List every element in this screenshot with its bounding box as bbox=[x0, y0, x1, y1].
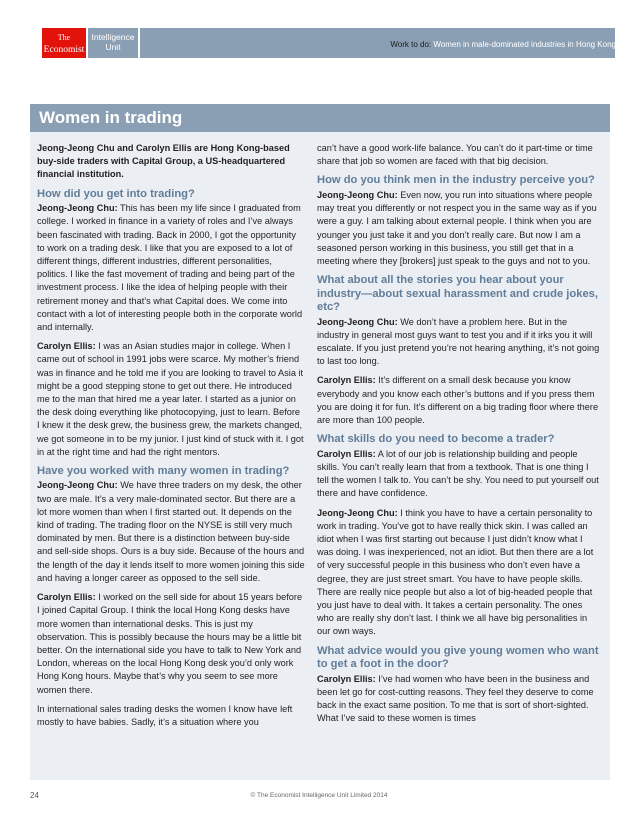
economist-logo bbox=[42, 28, 86, 58]
speaker-name: Jeong-Jeong Chu: bbox=[317, 189, 398, 200]
answer-paragraph bbox=[317, 316, 601, 369]
answer-text: In international sales trading desks the women I know have left mostly to have babies. Sadly, it’s a situation where you bbox=[37, 703, 293, 727]
answer-paragraph bbox=[37, 703, 305, 729]
answer-text: I’ve had women who have been in the business and been let go for cost-cutting reasons. They feel they deserve to come back in the exact same position. To me that is sort of short-sighted. What I’ve said to these women is times bbox=[317, 673, 594, 724]
article-column-right bbox=[317, 142, 601, 731]
answer-paragraph bbox=[317, 189, 601, 268]
speaker-name: Carolyn Ellis: bbox=[37, 341, 96, 352]
speaker-name: Carolyn Ellis: bbox=[317, 448, 376, 459]
question-heading: What skills do you need to become a trader? bbox=[317, 433, 555, 446]
question-heading: What advice would you give young women who want to get a foot in the door? bbox=[317, 644, 599, 671]
answer-paragraph bbox=[317, 673, 601, 726]
eiu-line-1: Intelligence bbox=[91, 32, 135, 42]
answer-paragraph bbox=[37, 340, 305, 459]
answer-paragraph bbox=[317, 142, 601, 168]
answer-paragraph bbox=[317, 374, 601, 427]
article-column-left bbox=[37, 142, 305, 735]
answer-text: We don’t have a problem here. But in the industry in general most guys want to test you and if it irks you it will escalate. If you just pretend you’re not hearing anything, it’s not going to last too long. bbox=[317, 316, 600, 367]
answer-text: This has been my life since I graduated from college. I worked in finance in a variety of roles and I’ve always been fascinated with trading. Back in 2000, I got the opportunity to work on a trading desk. I like that you are exposed to a lot of different things, different industries, different personalities, politics. I like the fast movement of trading and being part of the investment process. I like the idea of helping people with their retirement money and that’s what Capital does. We come into contact with a lot of interesting people both in the corporate world and internally. bbox=[37, 203, 303, 332]
logo-line-2: Economist bbox=[43, 45, 85, 55]
speaker-name: Jeong-Jeong Chu: bbox=[37, 480, 118, 491]
intro-paragraph bbox=[37, 142, 305, 182]
article-title-bar bbox=[30, 104, 610, 132]
eiu-logo bbox=[88, 28, 138, 58]
eiu-line-2: Unit bbox=[105, 42, 121, 52]
answer-text: I worked on the sell side for about 15 years before I joined Capital Group. I think the local Hong Kong desks have more women than international desks. This is just my observation. This is possibly because the hours may be a little bit better. On the international side you have to talk to New York and London, whereas on the local Hong Kong desk you’d only work Hong Kong hours. Maybe that’s why you seem to see more women there. bbox=[37, 592, 303, 695]
article-title: Women in trading bbox=[39, 108, 183, 127]
answer-text: A lot of our job is relationship building and people skills. You can’t really learn that from a textbook. That is one thing I tell the women I talk to. You can’t be shy. You need to put yourself out there and have confidence. bbox=[317, 448, 599, 499]
answer-paragraph bbox=[317, 507, 601, 639]
answer-text: It’s different on a small desk because you know everybody and you know each other’s buttons and if you press them you are doing it for fun. It’s different on a big trading floor where there are more than 100 people. bbox=[317, 375, 599, 426]
speaker-name: Jeong-Jeong Chu: bbox=[317, 507, 398, 518]
worktodo-title: Women in male-dominated industries in Hong Kong bbox=[433, 40, 616, 49]
question-heading: How did you get into trading? bbox=[37, 187, 195, 200]
answer-text: I think you have to have a certain personality to work in trading. You’ve got to have really thick skin. I was called an idiot when I was first starting out because I just didn’t know what I was doing. I was inexperienced, not an idiot. But then there are a lot of very successful people in this business who don’t even have a degree, they are just street smart. You have to have people skills. There are really nice people but also a lot of big-headed people that you just have to deal with. It takes a certain personality. The ones who are really shy don’t last. I think we all have big personalities in our own ways. bbox=[317, 507, 594, 637]
answer-paragraph bbox=[37, 479, 305, 585]
page-number: 24 bbox=[30, 791, 39, 800]
question-heading: How do you think men in the industry perceive you? bbox=[317, 174, 595, 187]
copyright-notice: © The Economist Intelligence Unit Limited 2014 bbox=[250, 792, 388, 799]
question-heading: Have you worked with many women in trading? bbox=[37, 464, 290, 477]
section-title bbox=[390, 40, 616, 49]
speaker-name: Jeong-Jeong Chu: bbox=[37, 203, 118, 214]
header-bar bbox=[0, 0, 638, 60]
speaker-name: Carolyn Ellis: bbox=[317, 673, 376, 684]
answer-text: Even now, you run into situations where people may treat you differently or not respect you in the same way as if you were a guy. I am talking about external people. I think when you are younger you just take it and you don’t really care. But now I am a seasoned person working in this business, you still get that in a meeting where they [brokers] just speak to the guys and not to you. bbox=[317, 189, 597, 266]
answer-paragraph bbox=[37, 591, 305, 697]
worktodo-label: Work to do: bbox=[390, 40, 432, 49]
answer-text: can’t have a good work-life balance. You can’t do it part-time or time share that job so women are faced with that big decision. bbox=[317, 143, 593, 167]
answer-paragraph bbox=[317, 448, 601, 501]
answer-paragraph bbox=[37, 202, 305, 334]
answer-text: We have three traders on my desk, the other two are male. It’s a very male-dominated sector. But there are a lot more women than when I first started out. It depends on the kind of trading. The trading floor on the NYSE is still very much dominated by men. But there is a distinction between buy-side and sell-side shops. Ours is a buy side. Because of the hours and the length of the day it lends itself to more women joining this side and having a longer career as opposed to the sell side. bbox=[37, 480, 305, 583]
question-heading: What about all the stories you hear about your industry—about sexual harassment and crude jokes, etc? bbox=[317, 274, 599, 314]
logo-line-1: The bbox=[57, 33, 71, 42]
speaker-name: Carolyn Ellis: bbox=[37, 592, 96, 603]
intro-text: Jeong-Jeong Chu and Carolyn Ellis are Hong Kong-based buy-side traders with Capital Group, a US-headquartered financial institution. bbox=[37, 143, 290, 180]
answer-text: I was an Asian studies major in college. When I came out of school in 1991 jobs were scarce. My mother’s friend was in finance and he told me if you are looking to travel to Asia it might be a good stepping stone to get out there. He introduced me to the man that hired me a year later. I started as a junior on the desk doing everything like photocopying, just to learn. Before I knew it the desk grew, the business grew, the markets changed, we got someone in to be my junior. I just kind of stuck with it. I got in at the right time and had the right mentors. bbox=[37, 341, 304, 457]
speaker-name: Jeong-Jeong Chu: bbox=[317, 316, 398, 327]
speaker-name: Carolyn Ellis: bbox=[317, 375, 376, 386]
